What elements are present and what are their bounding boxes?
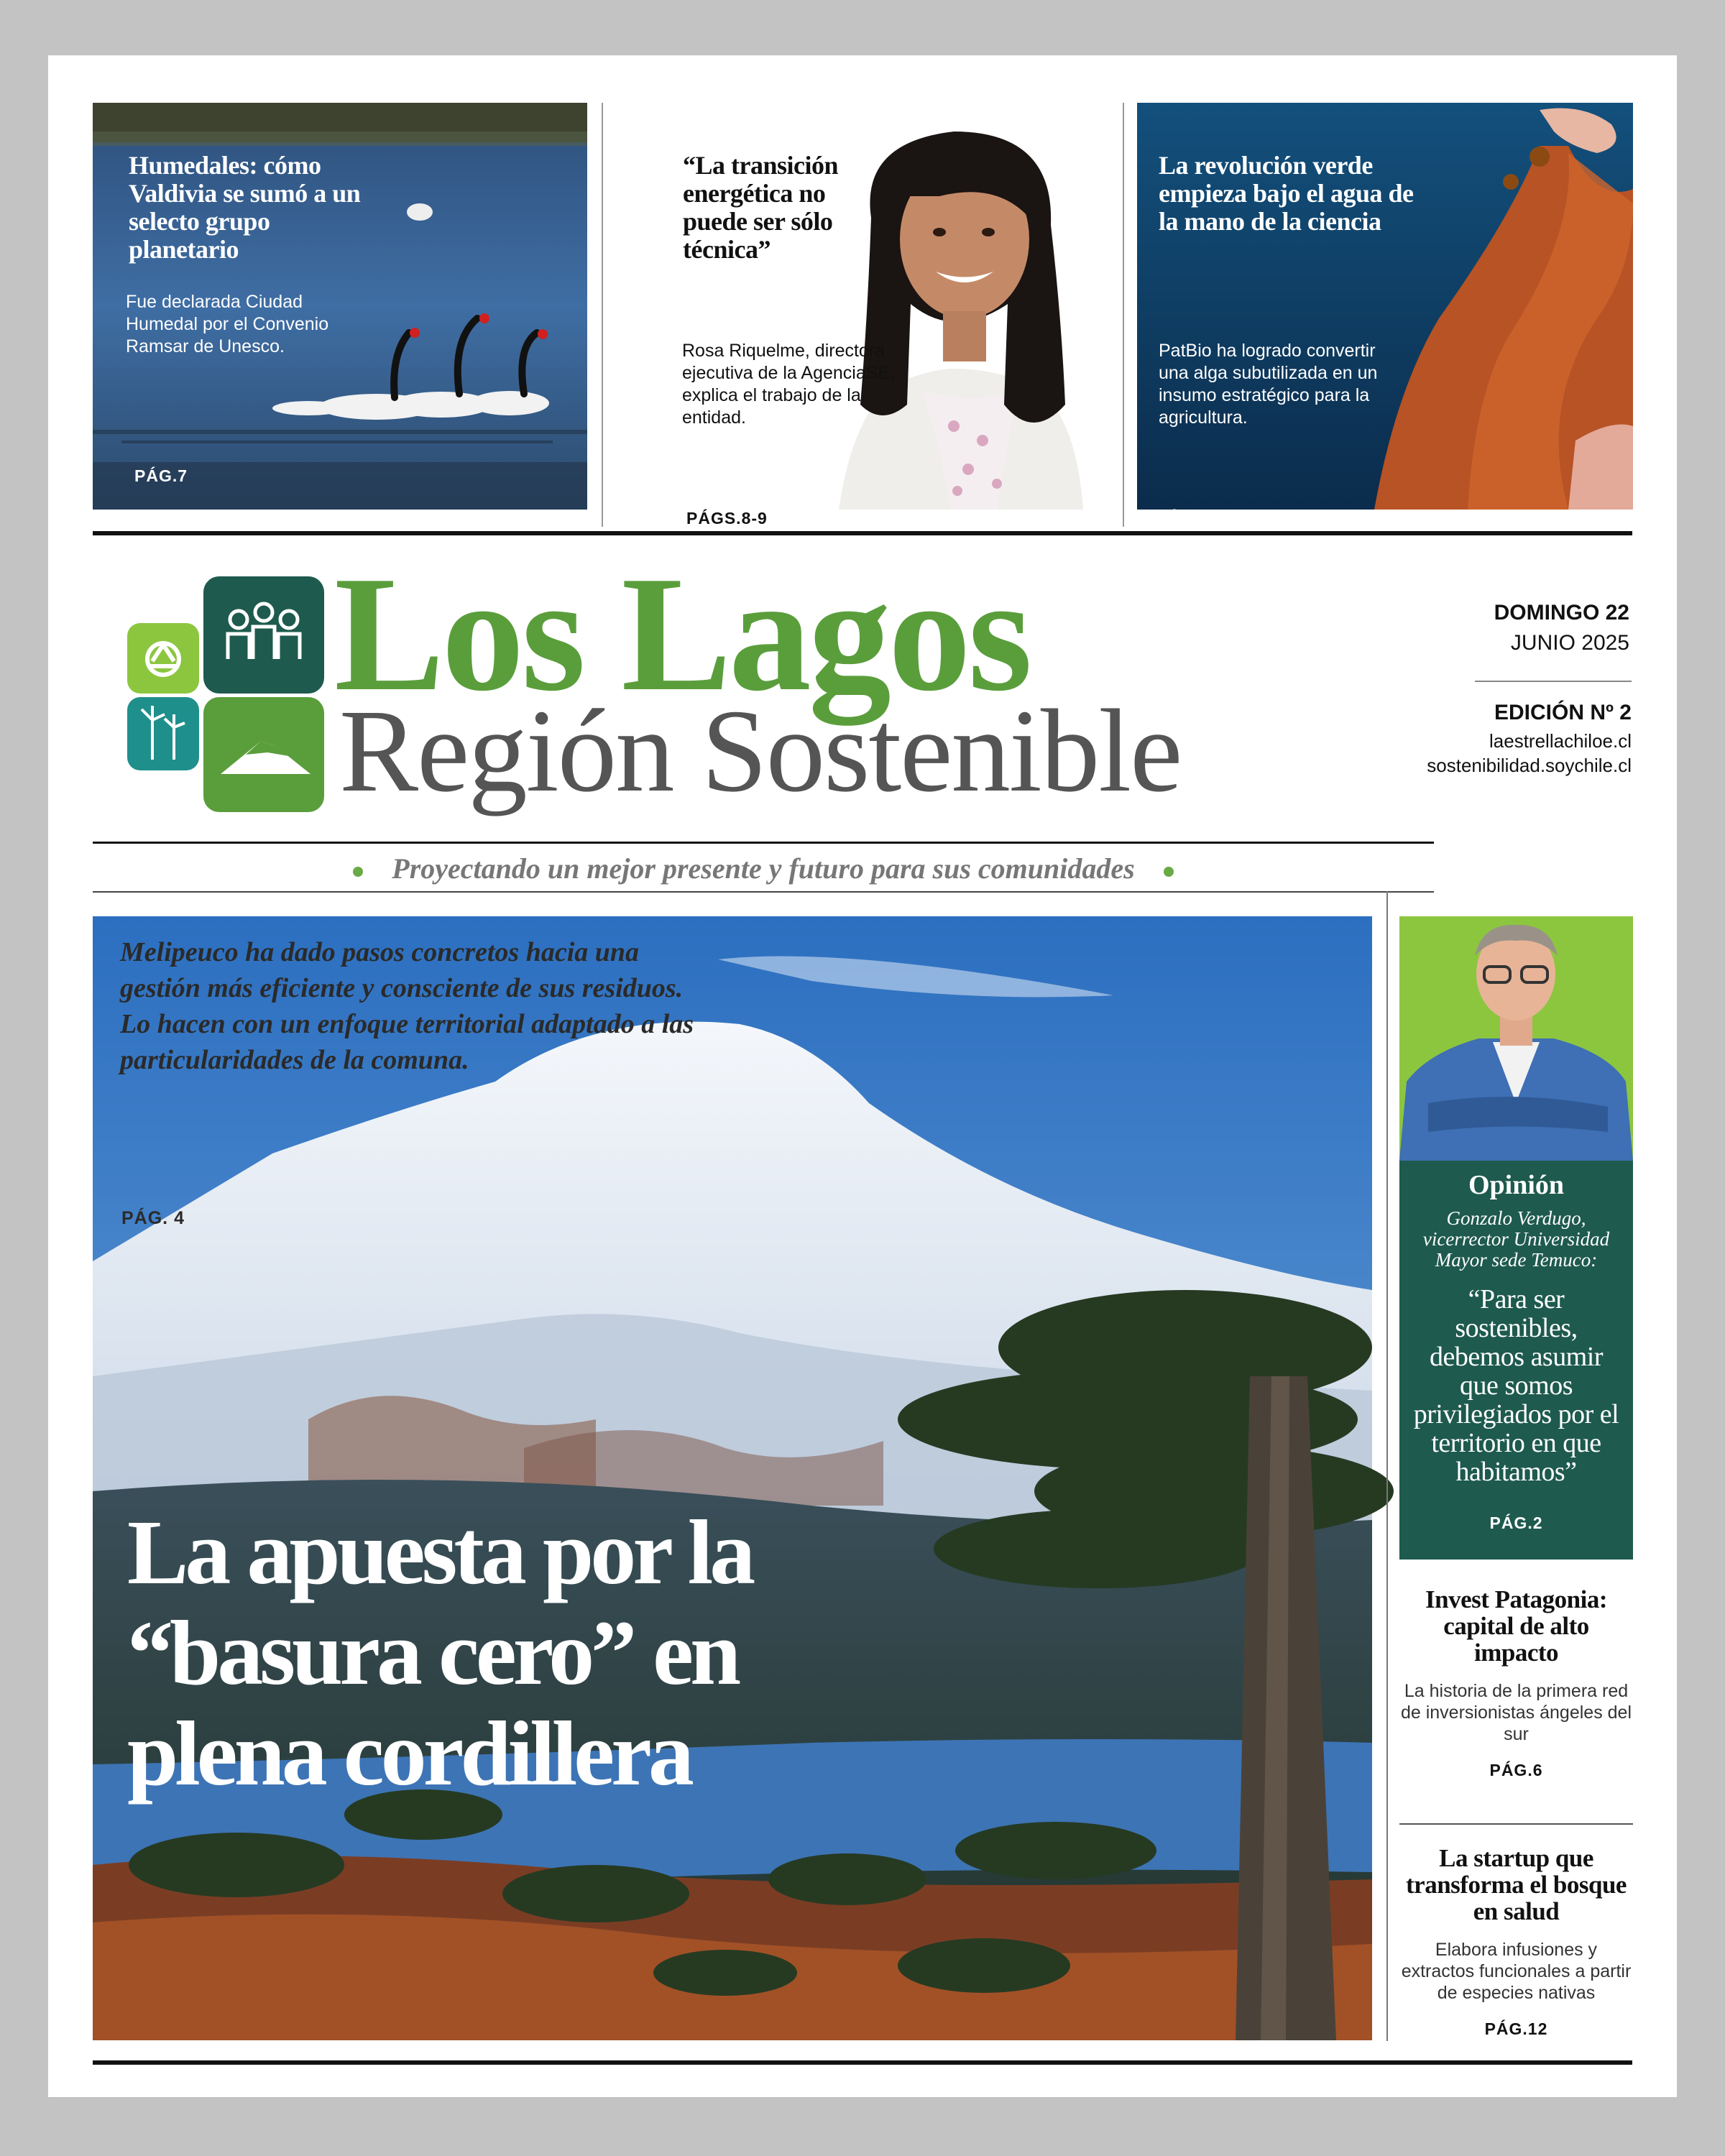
side-item-summary: La historia de la primera red de inversionistas ángeles del sur bbox=[1400, 1681, 1632, 1744]
tagline-text: Proyectando un mejor presente y futuro para sus comunidades bbox=[392, 852, 1135, 885]
newspaper-page bbox=[48, 55, 1677, 2097]
side-item-page: PÁG.12 bbox=[1484, 2019, 1548, 2038]
teaser-revolucion[interactable] bbox=[1137, 103, 1633, 528]
column-divider bbox=[602, 103, 603, 527]
side-item-summary: Elabora infusiones y extractos funcionales a partir de especies nativas bbox=[1401, 1940, 1632, 2003]
teaser-transicion-quote: “La transición energética no puede ser sólo técnica” bbox=[683, 151, 839, 264]
tagline-dot-right bbox=[1164, 867, 1174, 877]
opinion-box[interactable] bbox=[1399, 916, 1633, 1560]
issue-day: DOMINGO 22 bbox=[1494, 601, 1629, 625]
lead-intro: Melipeuco ha dado pasos concretos hacia una gestión más eficiente y consciente de sus residuos. Lo hacen con un enfoque territorial adaptado a las particularidades de la comuna. bbox=[120, 937, 694, 1075]
lead-headline-line3: plena cordillera bbox=[127, 1703, 691, 1805]
teaser-humedales-summary: Fue declarada Ciudad Humedal por el Convenio Ramsar de Unesco. bbox=[126, 292, 329, 356]
teaser-humedales[interactable] bbox=[93, 103, 587, 510]
lead-page: PÁG. 4 bbox=[121, 1208, 185, 1228]
lead-headline-line2: “basura cero” en bbox=[127, 1602, 738, 1704]
masthead-title: Los Lagos bbox=[334, 542, 1030, 725]
date-rule bbox=[1475, 681, 1632, 682]
lead-story[interactable] bbox=[93, 916, 1372, 2040]
opinion-author: Gonzalo Verdugo, vicerrector Universidad Mayor sede Temuco: bbox=[1422, 1207, 1610, 1271]
website-link-2[interactable]: sostenibilidad.soychile.cl bbox=[1427, 755, 1632, 776]
opinion-text-panel bbox=[1399, 1161, 1633, 1560]
tagline-bottom-rule bbox=[93, 891, 1434, 893]
opinion-quote: “Para ser sostenibles, debemos asumir que somos privilegiados por el territorio en que habitamos” bbox=[1413, 1284, 1619, 1487]
issue-month: JUNIO 2025 bbox=[1510, 631, 1629, 655]
tagline bbox=[93, 853, 1434, 885]
region-sostenible-logo bbox=[120, 576, 336, 821]
side-item-invest-patagonia[interactable] bbox=[1399, 1586, 1633, 1780]
side-item-headline: La startup que transforma el bosque en salud bbox=[1406, 1844, 1627, 1925]
teaser-revolucion-page: PÁG.11 bbox=[1155, 509, 1218, 528]
side-item-headline: Invest Patagonia: capital de alto impacto bbox=[1425, 1585, 1608, 1667]
gonzalo-verdugo-portrait bbox=[1399, 916, 1633, 1161]
teaser-transicion-summary: Rosa Riquelme, directora ejecutiva de la AgenciaSE, explica el trabajo de la entidad. bbox=[682, 341, 896, 428]
masthead-subtitle: Región Sostenible bbox=[339, 685, 1182, 816]
teaser-humedales-headline: Humedales: cómo Valdivia se sumó a un selecto grupo planetario bbox=[129, 151, 361, 264]
teaser-humedales-page: PÁG.7 bbox=[134, 466, 188, 485]
opinion-photo-bg bbox=[1399, 916, 1633, 1161]
tagline-dot-left bbox=[353, 867, 363, 877]
side-item-page: PÁG.6 bbox=[1489, 1761, 1543, 1779]
teaser-transicion[interactable] bbox=[609, 103, 1162, 528]
tagline-top-rule bbox=[93, 842, 1434, 844]
opinion-page: PÁG.2 bbox=[1489, 1514, 1543, 1532]
teaser-revolucion-headline: La revolución verde empieza bajo el agua de la mano de la ciencia bbox=[1159, 151, 1414, 236]
edition-info bbox=[1378, 697, 1632, 778]
side-item-rule bbox=[1399, 1823, 1633, 1825]
teaser-revolucion-summary: PatBio ha logrado convertir una alga subutilizada en un insumo estratégico para la agricultura. bbox=[1159, 341, 1378, 428]
section-rule bbox=[93, 531, 1632, 535]
side-item-startup[interactable] bbox=[1399, 1845, 1633, 2039]
lead-headline bbox=[127, 1502, 1062, 1804]
bottom-rule bbox=[93, 2060, 1632, 2065]
column-divider bbox=[1123, 103, 1124, 527]
volcano-araucaria-photo bbox=[93, 916, 1372, 2040]
edition-number: EDICIÓN Nº 2 bbox=[1494, 701, 1632, 724]
opinion-label: Opinión bbox=[1468, 1170, 1565, 1200]
issue-date bbox=[1414, 598, 1629, 658]
teaser-transicion-page: PÁGS.8-9 bbox=[686, 509, 768, 528]
lead-headline-line1: La apuesta por la bbox=[127, 1501, 753, 1603]
column-divider bbox=[1386, 891, 1388, 2041]
website-link-1[interactable]: laestrellachiloe.cl bbox=[1489, 730, 1632, 752]
